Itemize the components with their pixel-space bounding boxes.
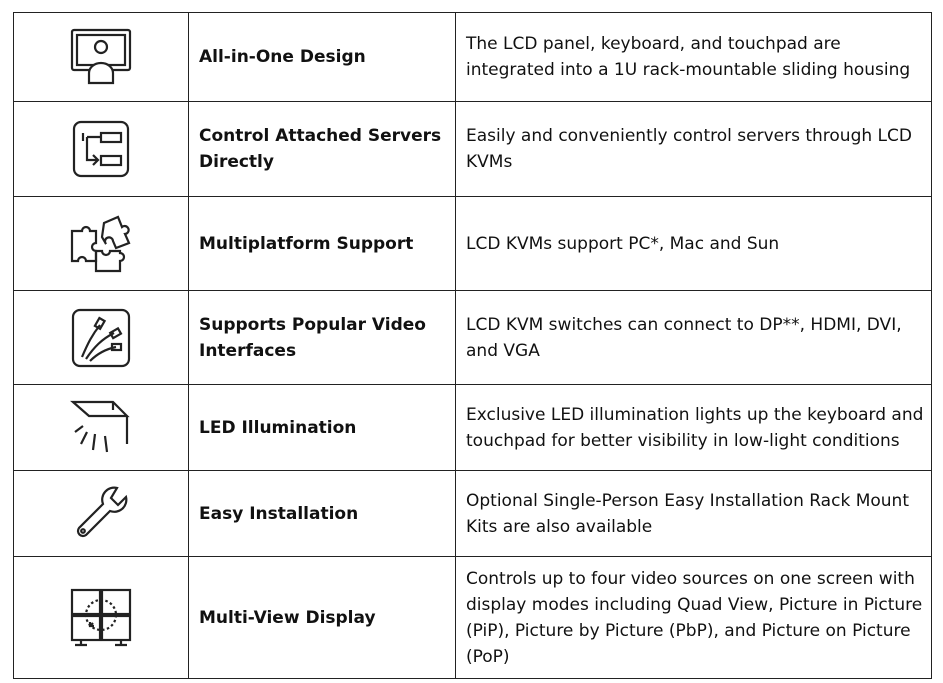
feature-title: All-in-One Design [189,13,456,102]
led-lamp-icon [14,396,188,460]
server-control-icon [14,119,188,179]
wrench-icon [14,484,188,544]
feature-title: Supports Popular Video Interfaces [189,291,456,385]
table-row [14,385,932,471]
lcd-panel-user-icon [14,27,188,87]
feature-description: Easily and conveniently control servers through LCD KVMs [456,102,932,197]
feature-description: LCD KVM switches can connect to DP**, HDMI, DVI, and VGA [456,291,932,385]
feature-description: LCD KVMs support PC*, Mac and Sun [456,197,932,291]
table-row [14,471,932,557]
table-row [14,13,932,102]
table-row [14,557,932,679]
feature-title: Easy Installation [189,471,456,557]
feature-title: Control Attached Servers Directly [189,102,456,197]
multi-view-display-icon [14,587,188,649]
feature-description: Optional Single-Person Easy Installation Rack Mount Kits are also available [456,471,932,557]
video-cables-icon [14,307,188,369]
feature-title: LED Illumination [189,385,456,471]
feature-description: Exclusive LED illumination lights up the keyboard and touchpad for better visibility in low-light conditions [456,385,932,471]
feature-description: The LCD panel, keyboard, and touchpad are integrated into a 1U rack-mountable sliding housing [456,13,932,102]
table-row [14,197,932,291]
table-row [14,102,932,197]
feature-title: Multiplatform Support [189,197,456,291]
table-row [14,291,932,385]
puzzle-pieces-icon [14,213,188,275]
feature-title: Multi-View Display [189,557,456,679]
features-table [13,12,932,679]
feature-description: Controls up to four video sources on one screen with display modes including Quad View, Picture in Picture (PiP), Picture by Picture (PbP), and Picture on Picture (PoP) [456,557,932,679]
